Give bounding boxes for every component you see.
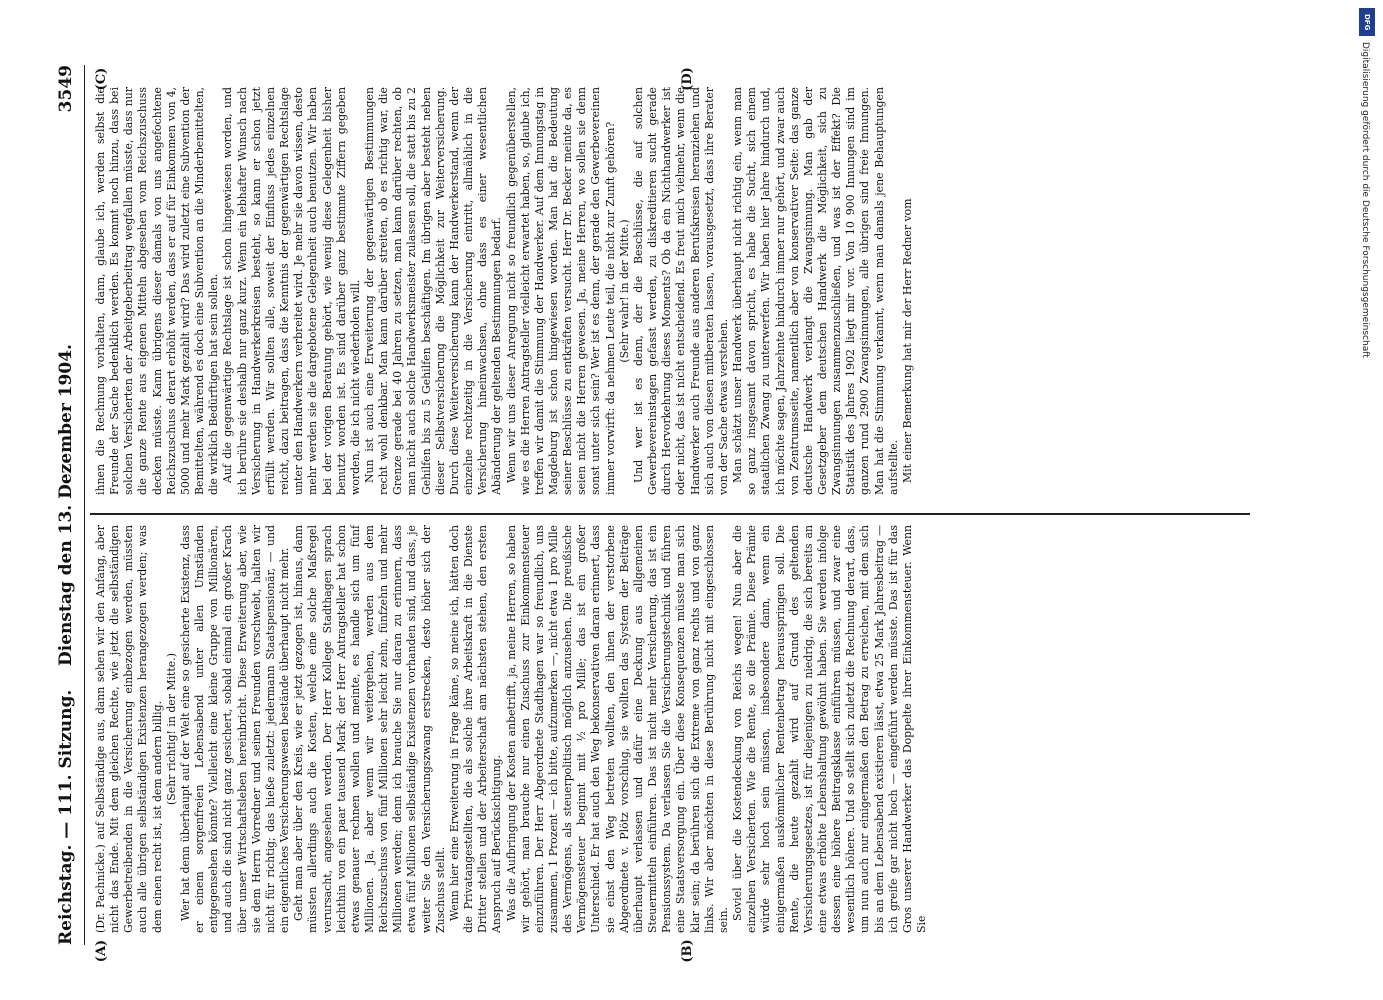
header-left: Reichstag. — 111. Sitzung.	[56, 689, 76, 945]
margin-marker-c: (C)	[94, 67, 109, 91]
paragraph: Und wer ist es denn, der die Beschlüsse, die auf solchen Gewerbevereinstagen gefasst werden, zu diskreditieren sucht gerade durch Hervorkehrung dieses Moments? Ob da ein Nichthandwerker ist oder nicht, das ist nicht entscheidend. Es freut mich vielmehr, wenn die Handwerker auch Freunde aus anderen Berufskreisen heranziehen und sich auch von diesen mitberaten lassen, vorausgesetzt, dass ihre Berater von der Sache etwas verstehen.	[631, 87, 730, 495]
page-header	[50, 65, 85, 945]
paragraph: Wenn hier eine Erweiterung in Frage käme, so meine ich, hätten doch die Privatangestellten, die als solche ihre Arbeitskraft in die Dienste Dritter stellen und der Arbeiterschaft am nächsten stehen, den ersten Anspruch auf Berücksichtigung.	[447, 525, 504, 933]
paragraph: Mit einer Bemerkung hat mir der Herr Redner vom	[900, 198, 914, 483]
interjection: (Sehr wahr! in der Mitte.)	[617, 219, 631, 363]
paragraph: Geht man aber über den Kreis, wie er jetzt gezogen ist, hinaus, dann müssten allerdings auch die Kosten, welche eine solche Maßregel verursacht, angesehen werden. Der Herr Kollege Stadthagen sprach leichthin von ein paar tausend Mark; der Herr Antragsteller hat schon etwas genauer rechnen wollen und meinte, es handle sich um fünf Millionen. Ja, aber wenn wir weitergehen, werden aus dem Reichszuschuss von fünf Millionen sehr leicht zehn, fünfzehn und mehr Millionen werden; denn ich brauche Sie nur daran zu erinnern, dass etwa fünf Millionen selbständige Existenzen vorhanden sind, und dass, je weiter Sie den Versicherungszwang erstrecken, desto höher sich der Zuschuss stellt.	[292, 525, 447, 933]
digitization-credit: Digitalisierung gefördert durch die Deutsche Forschungsgemeinschaft	[1360, 42, 1370, 358]
paragraph: Soviel über die Kostendeckung von Reichs wegen! Nun aber die einzelnen Versicherten. Wie die Rente, so die Prämie. Diese Prämie würde sehr hoch sein müssen, insbesondere dann, wenn ein einigermaßen auskömmlicher Rentenbetrag herausspringen soll. Die Rente, die heute gezahlt wird auf Grund des geltenden Versicherungsgesetzes, ist für diejenigen zu niedrig, die sich bereits an eine etwas erhöhte Lebenshaltung gewöhnt haben. Sie werden infolge dessen eine höhere Beitragsklasse einführen müssen, und zwar eine wesentlich höhere. Und so stellt sich zuletzt die Rechnung derart, dass, um nun auch nur einigermaßen den Betrag zu erreichen, mit dem sich bis an dem Lebensabend existieren lässt, etwa 25 Mark Jahresbeitrag — ich greife gar nicht hoch — eingeführt werden müsste. Das ist für das Gros unserer Handwerker das Doppelte ihrer Einkommensteuer. Wenn Sie	[731, 525, 929, 933]
dfg-logo: DFG	[1359, 8, 1375, 36]
text-column-right	[94, 87, 1244, 495]
paragraph: Was die Aufbringung der Kosten anbetrifft, ja, meine Herren, so haben wir gehört, man brauche nur einen Zuschuss zur Einkommensteuer einzuführen. Der Herr Abgeordnete Stadthagen war so freundlich, uns zusammen, 1 Prozent — ich bitte, aufzumerken —, nicht etwa 1 pro Mille des Vermögens, als steuerpolitisch möglich anzusehen. Die preußische Vermögenssteuer beginnt mit ½ pro Mille; das ist ein großer Unterschied. Er hat auch den Weg bekonservativen daran erinnert, dass sie einst den Weg betreten wollten, den ihnen der verstorbene Abgeordnete v. Plötz vorschlug, sie wollten das System der Beiträge überhaupt verlassen und dafür eine Deckung aus allgemeinen Steuermitteln einführen. Das ist nicht mehr Versicherung, das ist ein Pensionssystem. Da verlassen Sie die Versicherungstechnik und führen eine Staatsversorgung ein. Über diese Konsequenzen müsste man sich klar sein; da berühren sich die Extreme von ganz rechts und von ganz links. Wir aber möchten in diese Berührung nicht mit eingeschlossen sein.	[504, 525, 730, 933]
column-divider	[90, 514, 1250, 516]
paragraph: (Dr. Pachnicke.) auf Selbständige aus, dann sehen wir den Anfang, aber nicht das Ende. Mit dem gleichen Rechte, wie jetzt die selbständigen Gewerbetreibenden in die Versicherung einbezogen werden, müssten auch alle übrigen selbständigen Existenzen herangezogen werden; was dem einen recht ist, ist dem andern billig.	[94, 525, 164, 933]
paragraph: Nun ist auch eine Erweiterung der gegenwärtigen Bestimmungen recht wohl denkbar. Man kann darüber streiten, ob es richtig war, die Grenze gerade bei 40 Jahren zu setzen, man kann darüber rechten, ob man nicht auch solche Handwerksmeister zulassen soll, die statt bis zu 2 Gehilfen bis zu 5 Gehilfen beschäftigen. Im übrigen aber besteht neben dieser Selbstversicherung die Möglichkeit zur Weiterversicherung. Durch diese Weiterversicherung kann der Handwerkerstand, wenn der einzelne rechtzeitig in die Versicherung eintritt, allmählich in die Versicherung hineinwachsen, ohne dass es einer wesentlichen Abänderung der geltenden Bestimmungen bedarf.	[362, 87, 504, 495]
paragraph: Man schätzt unser Handwerk überhaupt nicht richtig ein, wenn man so ganz insgesamt davon spricht, es habe die Sucht, sich einem staatlichen Zwang zu unterwerfen. Wir haben hier Jahre hindurch und, ich möchte sagen, Jahrzehnte hindurch immer nur gehört, und zwar auch von Zentrumsseite, namentlich aber von konservativer Seite: das ganze deutsche Handwerk verlangt die Zwangsinnung. Man gab der Gesetzgeber dem deutschen Handwerk die Möglichkeit, sich zu Zwangsinnungen zusammenzuschließen, und was ist der Effekt? Die Statistik des Jahres 1902 liegt mir vor. Von 10 900 Innungen sind im ganzen rund 2900 Zwangsinnungen, alle übrigen sind freie Innungen. Man hat die Stimmung verkannt, wenn man damals jene Behauptungen aufstellte.	[731, 87, 900, 495]
margin-marker-b: (B)	[680, 939, 695, 963]
paragraph: Auf die gegenwärtige Rechtslage ist schon hingewiesen worden, und ich berühre sie deshalb nur ganz kurz. Wenn ein lebhafter Wunsch nach Versicherung in Handwerkerkreisen besteht, so kann er schon jetzt erfüllt werden. Wir sollten alle, soweit der Einfluss jedes einzelnen reicht, dazu beitragen, dass die Kenntnis der gegenwärtigen Rechtslage unter den Handwerkern verbreitet wird. Je mehr sie davon wissen, desto mehr werden sie die dargebotene Gelegenheit auch benutzen. Wir haben bei der vorigen Beratung gehört, wie wenig diese Gelegenheit bisher benutzt worden ist. Es sind darüber ganz bestimmte Ziffern gegeben worden, die ich nicht wiederholen will.	[221, 87, 362, 495]
page-number: 3549	[56, 65, 76, 113]
paragraph: Wer hat denn überhaupt auf der Welt eine so gesicherte Existenz, dass er einem sorgenfreien Lebensabend unter allen Umständen entgegensehen könnte? Vielleicht eine kleine Gruppe von Millionären, und auch die sind nicht ganz gesichert, sobald einmal ein großer Krach über unser Wirtschaftsleben hereinbricht. Diese Erweiterung aber, wie sie dem Herrn Vorredner und seinen Freunden vorschwebt, halten wir nicht für richtig; das hieße zuletzt: jedermann Staatspensionär, — und ein eigentliches Versicherungswesen bestände überhaupt nicht mehr.	[178, 525, 292, 933]
text-column-left	[94, 525, 1244, 933]
paragraph: Wenn wir uns dieser Anregung nicht so freundlich gegenüberstellen, wie es die Herren Antragsteller vielleicht erwartet haben, so, glaube ich, treffen wir damit die Stimmung der Handwerker. Auf dem Innungstag in Magdeburg ist schon hingewiesen worden. Man hat die Bedeutung seiner Beschlüsse zu entkräften versucht. Herr Dr. Becker meinte da, es seien nicht die Herren gewesen. Ja, meine Herren, wo sollen sie denn sonst unter sich sein? Wer ist es denn, der gerade den Gewerbevereinen immer vorwirft: da nehmen Leute teil, die nicht zur Zunft gehören?	[504, 87, 617, 495]
paragraph: ihnen die Rechnung vorhalten, dann, glaube ich, werden selbst die Freunde der Sache bedenklich werden. Es kommt noch hinzu, dass bei solchen Versicherten der Arbeitgeberbeitrag wegfallen müsste, dass nur die ganze Rente aus eigenen Mitteln abgesehen vom Reichszuschuss decken müsste. Kann übrigens dieser damals von uns angefochtene Reichszuschuss derart erhöht werden, dass er auf für Einkommen von 4, 5000 und mehr Mark gezahlt wird? Das wird zuletzt eine Subvention der Bemittelten, während es doch eine Subvention an die Minderbemittelten, die wirklich Bedürftigen hat sein sollen.	[94, 87, 221, 495]
interjection: (Sehr richtig! in der Mitte.)	[164, 653, 178, 805]
margin-marker-d: (D)	[680, 67, 695, 91]
header-date: Dienstag den 13. Dezember 1904.	[56, 344, 76, 666]
digitization-sidebar	[1356, 8, 1378, 992]
rotated-page-content	[50, 65, 1295, 965]
margin-marker-a: (A)	[94, 939, 109, 963]
